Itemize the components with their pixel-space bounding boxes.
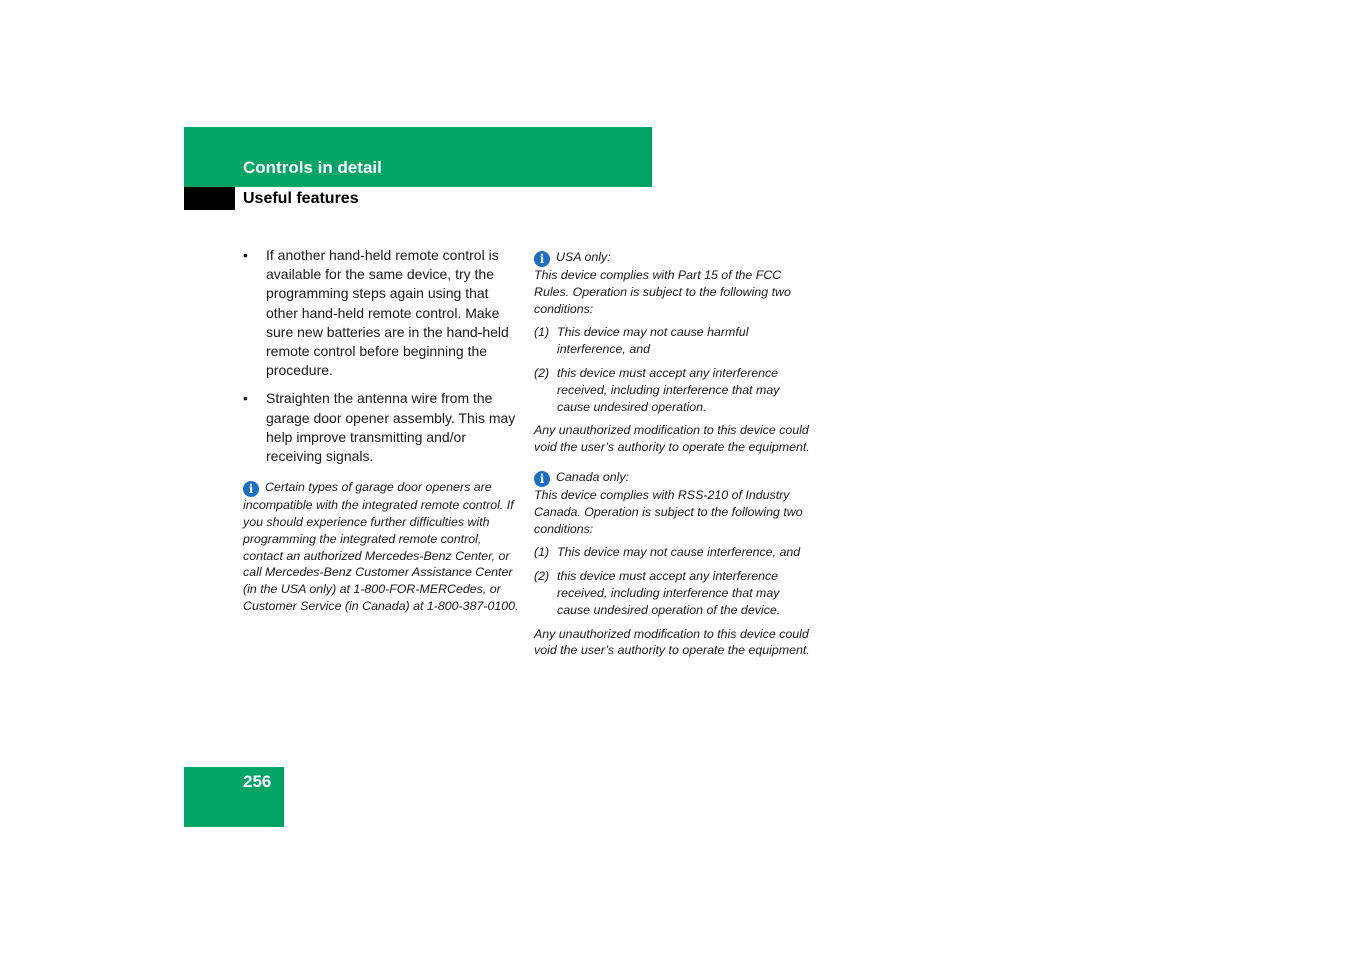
canada-intro: This device complies with RSS-210 of Industry Canada. Operation is subject to the following two conditions: xyxy=(534,487,803,536)
canada-label: Canada only: xyxy=(556,469,630,484)
info-icon: i xyxy=(534,471,550,487)
note-text: Certain types of garage door openers are incompatible with the integrated remote control. If you should experience further difficulties with programming the integrated remote control, contact an authorized Mercedes-Benz Center, or call Mercedes-Benz Customer Assistance Center (in the USA only) at 1-800-FOR-MERCedes, or Customer Service (in Canada) at 1-800-387-0100. xyxy=(243,480,519,614)
bullet-item xyxy=(243,389,521,466)
subsection-title: Useful features xyxy=(243,190,359,207)
condition-number: (2) xyxy=(534,365,550,380)
condition-text: this device must accept any interference received, including interference that may cause undesired operation. xyxy=(557,365,780,414)
usa-intro: This device complies with Part 15 of the FCC Rules. Operation is subject to the following two conditions: xyxy=(534,268,791,316)
canada-footer: Any unauthorized modification to this device could void the user’s authority to operate the equipment. xyxy=(534,626,810,658)
page-number: 256 xyxy=(243,772,272,791)
bullet-dot: • xyxy=(243,390,248,407)
usa-footer: Any unauthorized modification to this device could void the user’s authority to operate the equipment. xyxy=(534,423,810,455)
info-icon: i xyxy=(534,251,550,267)
bullet-item xyxy=(243,246,521,380)
condition-number: (1) xyxy=(534,545,550,560)
bullet-dot: • xyxy=(243,247,248,263)
usa-label: USA only: xyxy=(556,250,611,264)
condition-text: this device must accept any interference received, including interference that may cause undesired operation of the device. xyxy=(557,569,781,617)
canada-compliance-note xyxy=(534,469,814,659)
usa-compliance-note xyxy=(534,249,814,456)
right-column xyxy=(534,249,814,667)
condition-number: (2) xyxy=(534,569,550,584)
section-marker-tab xyxy=(184,187,235,210)
garage-opener-note xyxy=(243,479,521,615)
info-icon: i xyxy=(243,481,259,497)
section-title: Controls in detail xyxy=(243,158,382,177)
condition-text: This device may not cause harmful interference, and xyxy=(557,325,749,357)
bullet-text: If another hand-held remote control is available for the same device, try the programming steps again using that other hand-held remote control. Make sure new batteries are in the hand-held remote control before beginning the procedure. xyxy=(266,247,509,379)
condition-item xyxy=(534,365,814,415)
bullet-text: Straighten the antenna wire from the garage door opener assembly. This may help improve transmitting and/or receiving signals. xyxy=(266,390,516,465)
condition-number: (1) xyxy=(534,325,550,340)
condition-item xyxy=(534,324,814,358)
condition-item xyxy=(534,568,814,618)
left-column xyxy=(243,246,521,615)
condition-item xyxy=(534,544,814,561)
condition-text: This device may not cause interference, and xyxy=(557,545,801,560)
header-band xyxy=(184,127,652,187)
